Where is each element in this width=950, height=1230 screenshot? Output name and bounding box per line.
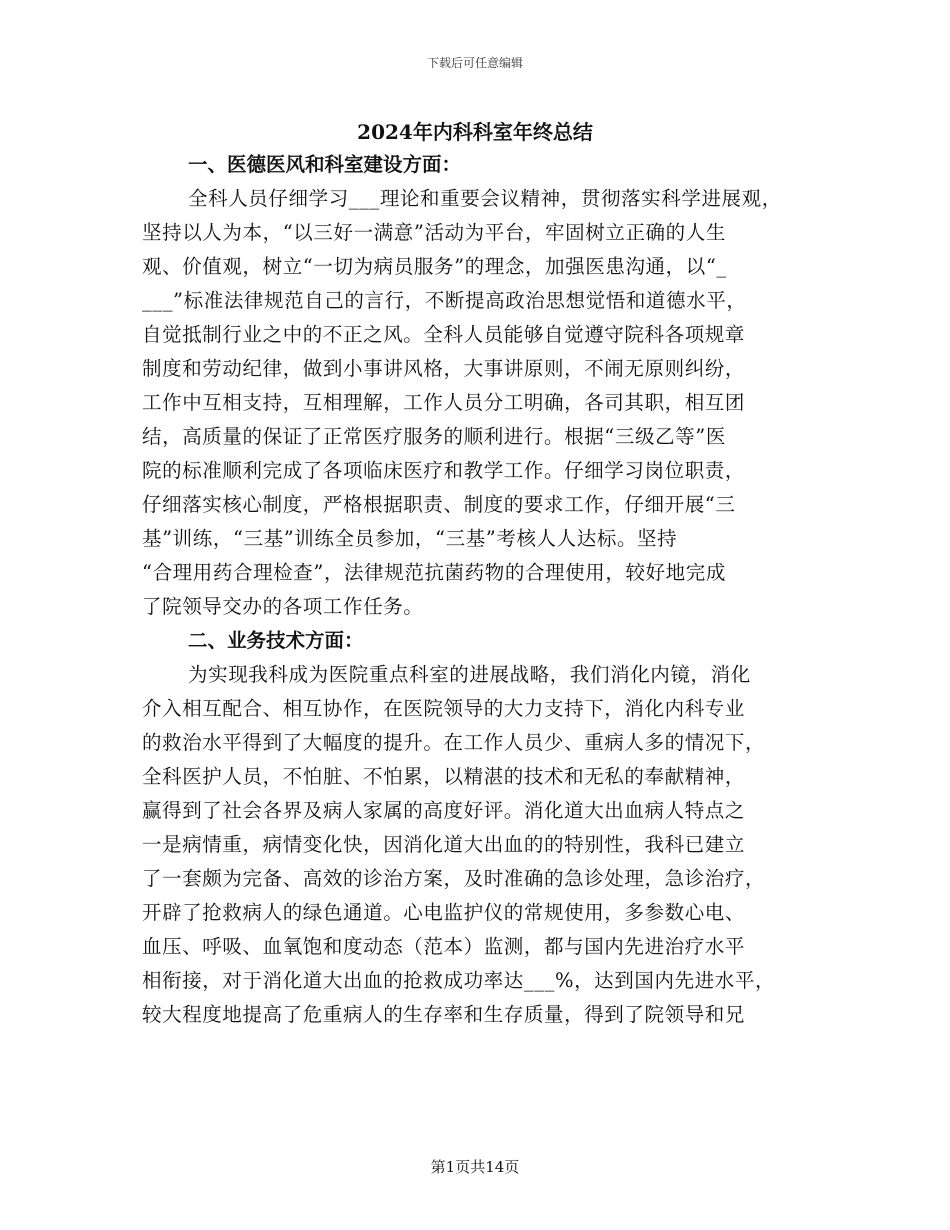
page-footer: 第1页共14页 — [430, 1158, 520, 1176]
paragraph-line: 观、价值观，树立“一切为病员服务”的理念，加强医患沟通，以“_ — [142, 255, 727, 278]
paragraph-line: 血压、呼吸、血氧饱和度动态（范本）监测，都与国内先进治疗水平 — [142, 935, 746, 958]
paragraph-line: 全科人员仔细学习___理论和重要会议精神，贯彻落实科学进展观， — [188, 187, 782, 210]
paragraph-line: 较大程度地提高了危重病人的生存率和生存质量，得到了院领导和兄 — [142, 1003, 746, 1026]
paragraph-line: 院的标准顺利完成了各项临床医疗和教学工作。仔细学习岗位职责， — [142, 459, 746, 482]
paragraph-line: 的救治水平得到了大幅度的提升。在工作人员少、重病人多的情况下， — [142, 731, 766, 754]
paragraph-line: 开辟了抢救病人的绿色通道。心电监护仪的常规使用，多参数心电、 — [142, 901, 746, 924]
paragraph-line: 了一套颇为完备、高效的诊治方案，及时准确的急诊处理，急诊治疗， — [142, 867, 766, 890]
paragraph-line: 工作中互相支持，互相理解，工作人员分工明确，各司其职，相互团 — [142, 391, 746, 414]
paragraph-line: 全科医护人员，不怕脏、不怕累，以精湛的技术和无私的奉献精神， — [142, 765, 746, 788]
document-body — [142, 148, 812, 1032]
page-header: 下载后可任意编辑 — [426, 56, 523, 70]
paragraph-line: 介入相互配合、相互协作，在医院领导的大力支持下，消化内科专业 — [142, 697, 746, 720]
paragraph-line: 自觉抵制行业之中的不正之风。全科人员能够自觉遵守院科各项规章 — [142, 323, 746, 346]
paragraph-line: ___”标准法律规范自己的言行，不断提高政治思想觉悟和道德水平， — [142, 289, 747, 312]
section-heading-1: 一、医德医风和科室建设方面： — [188, 153, 462, 176]
paragraph-line: “合理用药合理检查”，法律规范抗菌药物的合理使用，较好地完成 — [142, 561, 726, 584]
paragraph-line: 为实现我科成为医院重点科室的进展战略，我们消化内镜，消化 — [188, 663, 751, 686]
paragraph-line: 基”训练，“三基”训练全员参加，“三基”考核人人达标。坚持 — [142, 527, 678, 550]
paragraph-line: 坚持以人为本，“以三好一满意”活动为平台，牢固树立正确的人生 — [142, 221, 726, 244]
paragraph-line: 了院领导交办的各项工作任务。 — [142, 595, 424, 618]
paragraph-line: 赢得到了社会各界及病人家属的高度好评。消化道大出血病人特点之 — [142, 799, 746, 822]
document-title: 2024年内科科室年终总结 — [357, 120, 593, 144]
paragraph-line: 仔细落实核心制度，严格根据职责、制度的要求工作，仔细开展“三 — [142, 493, 736, 516]
paragraph-line: 制度和劳动纪律，做到小事讲风格，大事讲原则，不闹无原则纠纷， — [142, 357, 746, 380]
paragraph-line: 一是病情重，病情变化快，因消化道大出血的的特别性，我科已建立 — [142, 833, 746, 856]
paragraph-line: 相衔接，对于消化道大出血的抢救成功率达___%，达到国内先进水平， — [142, 969, 776, 992]
section-heading-2: 二、业务技术方面： — [188, 629, 364, 652]
paragraph-line: 结，高质量的保证了正常医疗服务的顺利进行。根据“三级乙等”医 — [142, 425, 726, 448]
